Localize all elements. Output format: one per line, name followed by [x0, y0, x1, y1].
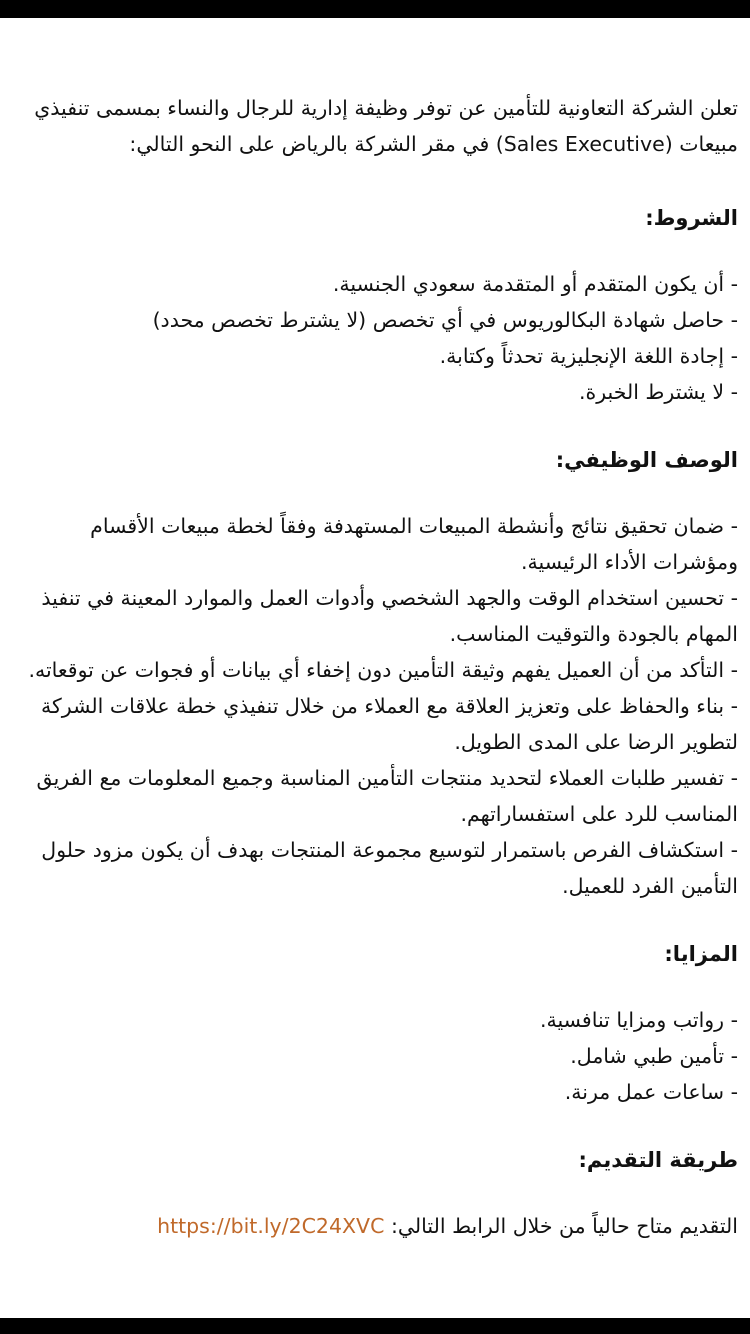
job-description-item: - بناء والحفاظ على وتعزيز العلاقة مع العملاء من خلال تنفيذي خطة علاقات الشركة لتطوير الرضا على المدى الطويل. [41, 694, 738, 754]
condition-item: - لا يشترط الخبرة. [578, 380, 738, 404]
intro-text-after: ) في مقر الشركة بالرياض على النحو التالي: [129, 132, 504, 156]
job-description-heading: الوصف الوظيفي: [555, 448, 738, 472]
intro-text-before: تعلن الشركة التعاونية للتأمين عن توفر وظيفة إدارية للرجال والنساء بمسمى تنفيذي مبيعات ( [34, 96, 738, 156]
job-announcement [20, 90, 738, 1244]
job-description-item: - تحسين استخدام الوقت والجهد الشخصي وأدوات العمل والموارد المعينة في تنفيذ المهام بالجودة والتوقيت المناسب. [41, 586, 738, 646]
benefit-item: - رواتب ومزايا تنافسية. [539, 1008, 738, 1032]
condition-item: - أن يكون المتقدم أو المتقدمة سعودي الجنسية. [332, 272, 738, 296]
apply-heading: طريقة التقديم: [578, 1148, 738, 1172]
benefits-heading: المزايا: [664, 942, 738, 966]
apply-text: التقديم متاح حالياً من خلال الرابط التالي: [390, 1214, 738, 1238]
bottom-bar [0, 1318, 750, 1334]
intro-role-english: Sales Executive [503, 132, 665, 156]
job-description-item: - استكشاف الفرص باستمرار لتوسيع مجموعة المنتجات بهدف أن يكون مزود حلول التأمين الفرد للعميل. [41, 838, 738, 898]
conditions-heading: الشروط: [645, 206, 738, 230]
job-description-item: - ضمان تحقيق نتائج وأنشطة المبيعات المستهدفة وفقاً لخطة مبيعات الأقسام ومؤشرات الأداء الرئيسية. [90, 514, 738, 574]
benefits-list [20, 1002, 738, 1110]
apply-line [20, 1208, 738, 1244]
intro-paragraph [20, 90, 738, 162]
condition-item: - إجادة اللغة الإنجليزية تحدثاً وكتابة. [439, 344, 738, 368]
job-description-item: - التأكد من أن العميل يفهم وثيقة التأمين دون إخفاء أي بيانات أو فجوات عن توقعاته. [28, 658, 738, 682]
apply-link[interactable]: https://bit.ly/2C24XVC [157, 1214, 385, 1238]
condition-item: - حاصل شهادة البكالوريوس في أي تخصص (لا يشترط تخصص محدد) [152, 308, 738, 332]
benefit-item: - ساعات عمل مرنة. [564, 1080, 738, 1104]
conditions-list [20, 266, 738, 410]
benefit-item: - تأمين طبي شامل. [570, 1044, 738, 1068]
top-status-bar [0, 0, 750, 18]
job-description-item: - تفسير طلبات العملاء لتحديد منتجات التأمين المناسبة وجميع المعلومات مع الفريق المناسب للرد على استفساراتهم. [36, 766, 738, 826]
job-description-list [20, 508, 738, 904]
